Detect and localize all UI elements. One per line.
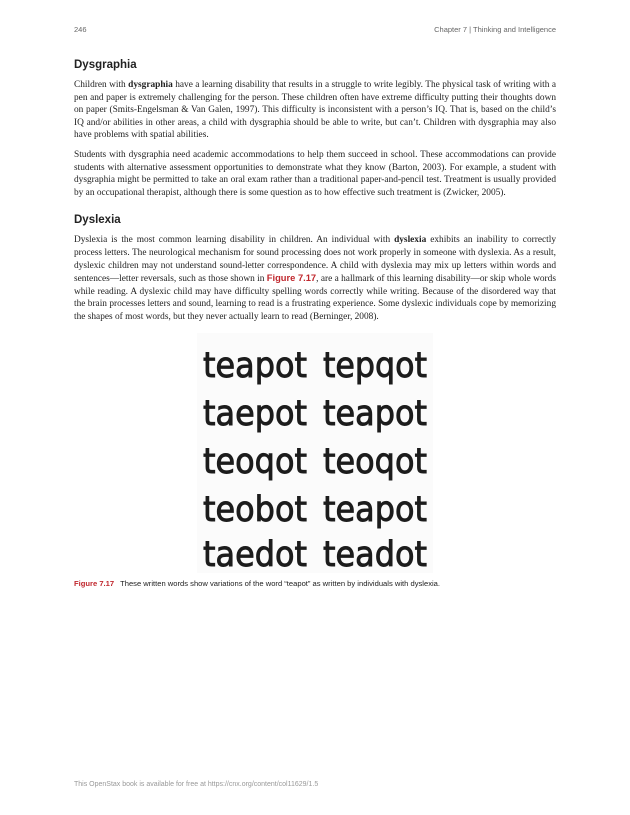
page-number: 246 [74,25,87,34]
handwritten-words-image [197,333,433,573]
dyslexia-paragraph-1 [74,234,556,323]
handwritten-word: teapot [323,393,427,434]
text-run: , are a hallmark of this learning disability—or skip whole words while reading. A dyslexic child may have difficulty spelling words correctly while writing. Because of the disordered way that the brain processes letters and sound, learning to read is a frustrating experience. Some dyslexic individuals cope by memorizing the shapes of most words, but they never actually learn to read (Berninger, 2008). [74,274,556,322]
chapter-title: Chapter 7 | Thinking and Intelligence [434,25,556,34]
handwritten-word: taedot [203,534,307,573]
figure-caption [74,579,556,588]
handwritten-word: teoqot [203,441,307,482]
handwritten-word: teobot [203,489,307,530]
dysgraphia-paragraph-2: Students with dysgraphia need academic accommodations to help them succeed in school. These accommodations can provide students with alternative assessment opportunities to demonstrate what they know (Barton, 2003). For example, a student with dysgraphia might be permitted to take an oral exam rather than a traditional paper-and-pencil test. Treatment is usually provided by an occupational therapist, although there is some question as to how effective such treatment is (Zwicker, 2005). [74,149,556,198]
key-term-dyslexia: dyslexia [394,235,427,246]
figure-link[interactable]: Figure 7.17 [266,273,317,284]
section-heading-dysgraphia: Dysgraphia [74,59,137,71]
caption-text: These written words show variations of the word “teapot” as written by individuals with dyslexia. [120,578,441,588]
page-content [74,59,556,588]
handwritten-word: taepot [203,393,307,434]
handwritten-word: tepqot [323,345,427,386]
handwriting-figure [197,333,433,573]
key-term-dysgraphia: dysgraphia [128,80,173,90]
handwritten-word: teapot [323,489,427,530]
handwritten-word: teoqot [323,441,427,482]
text-run: have a learning disability that results in a struggle to write legibly. The physical task of writing with a pen and paper is extremely challenging for the person. These children often have extreme difficulty putting their thoughts down on paper (Smits-Engelsman & Van Galen, 1997). This difficulty is inconsistent with a person’s IQ. That is, based on the child’s IQ and/or abilities in other areas, a child with dysgraphia should be able to write, but can’t. Children with dysgraphia may also have problems with spatial abilities. [74,80,556,141]
dysgraphia-paragraph-1 [74,79,556,142]
text-run: exhibits an inability to correctly process letters. The neurological mechanism for sound processing does not work properly in someone with dyslexia. As a result, dyslexic children may not understand sound-letter correspondence. A child with dyslexia may mix up letters within words and sentences—letter reversals, such as those shown in [74,235,556,285]
page-footer: This OpenStax book is available for free at https://cnx.org/content/col11629/1.5 [74,781,319,788]
section-heading-dyslexia: Dyslexia [74,214,121,227]
text-run: Dyslexia is the most common learning disability in children. An individual with [74,235,395,246]
handwritten-word: teadot [323,534,427,573]
caption-label: Figure 7.17 [74,578,115,588]
handwritten-word: teapot [203,345,307,386]
text-run: Children with [74,80,129,90]
